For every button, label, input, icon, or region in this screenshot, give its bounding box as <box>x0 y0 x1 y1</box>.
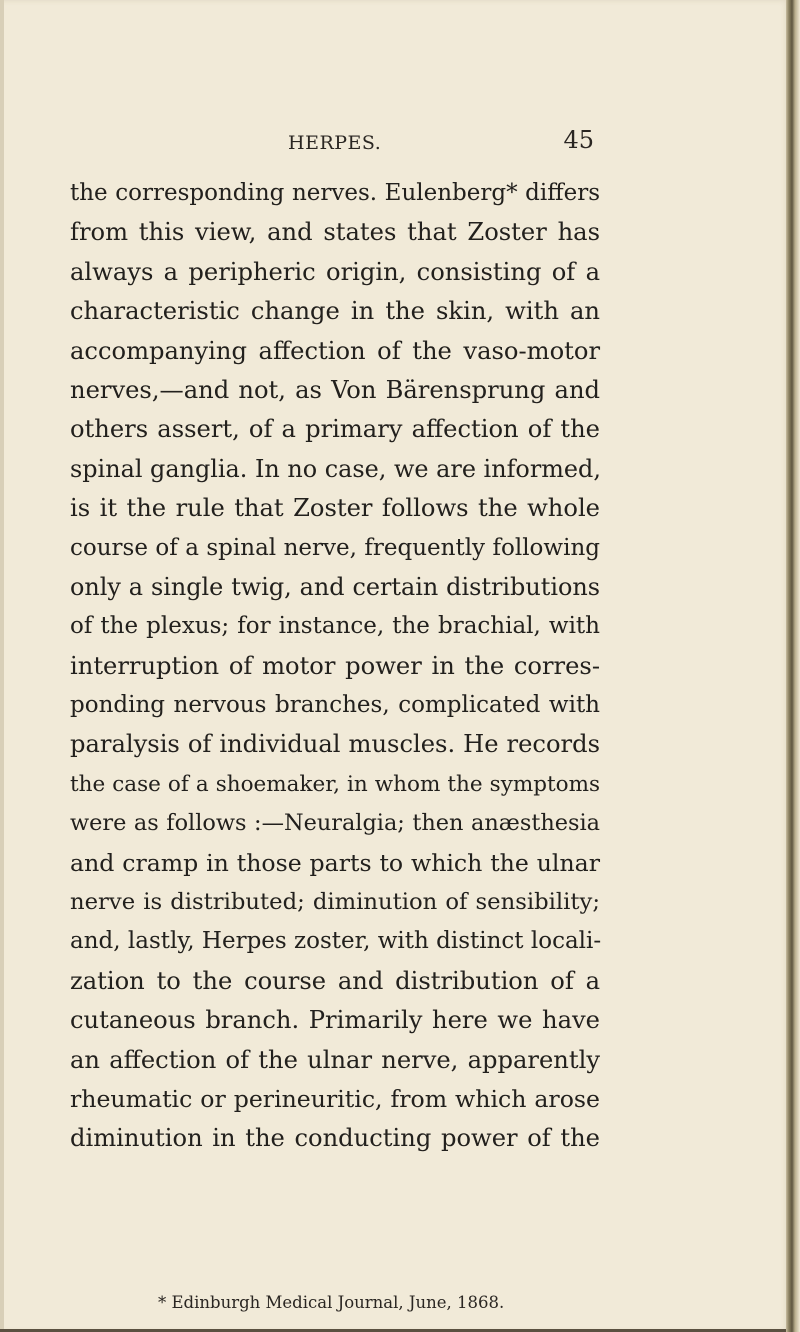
text-line: nerves,—and not, as Von Bärensprung and <box>70 375 600 404</box>
text-line: interruption of motor power in the corres- <box>70 651 600 680</box>
text-line: the corresponding nerves. Eulenberg* differs <box>70 180 600 206</box>
text-line: cutaneous branch. Primarily here we have <box>70 1006 600 1035</box>
text-line: were as follows :—Neuralgia; then anæsthesia <box>70 810 600 837</box>
text-line: ponding nervous branches, complicated with <box>70 692 600 719</box>
text-line: always a peripheric origin, consisting of a <box>70 257 600 286</box>
page-left-edge <box>0 0 4 1332</box>
text-line: nerve is distributed; diminution of sensibility; <box>70 889 600 916</box>
body-text <box>70 174 600 1159</box>
text-line: an affection of the ulnar nerve, apparently <box>70 1045 600 1074</box>
text-line: others assert, of a primary affection of the <box>70 415 600 444</box>
footnote: * Edinburgh Medical Journal, June, 1868. <box>158 1293 505 1312</box>
text-line: zation to the course and distribution of a <box>70 966 600 995</box>
running-title: HERPES. <box>288 132 382 154</box>
text-line: characteristic change in the skin, with an <box>70 297 600 326</box>
text-line: course of a spinal nerve, frequently following <box>70 534 600 561</box>
text-line: and, lastly, Herpes zoster, with distinct locali- <box>70 928 602 955</box>
text-line: the case of a shoemaker, in whom the symptoms <box>70 771 600 797</box>
text-line: is it the rule that Zoster follows the whole <box>70 494 600 523</box>
text-line: rheumatic or perineuritic, from which arose <box>70 1084 600 1113</box>
text-line: of the plexus; for instance, the brachial, with <box>70 613 600 640</box>
text-line: and cramp in those parts to which the ulnar <box>70 848 600 877</box>
page-header <box>70 126 600 160</box>
text-line: spinal ganglia. In no case, we are informed, <box>70 454 601 483</box>
text-line: accompanying affection of the vaso-motor <box>70 336 600 365</box>
text-line: paralysis of individual muscles. He records <box>70 730 600 759</box>
page-right-edge <box>786 0 800 1332</box>
text-line: only a single twig, and certain distributions <box>70 572 600 601</box>
page-number: 45 <box>563 126 594 154</box>
text-line: from this view, and states that Zoster has <box>70 218 600 247</box>
text-line: diminution in the conducting power of the <box>70 1124 600 1153</box>
